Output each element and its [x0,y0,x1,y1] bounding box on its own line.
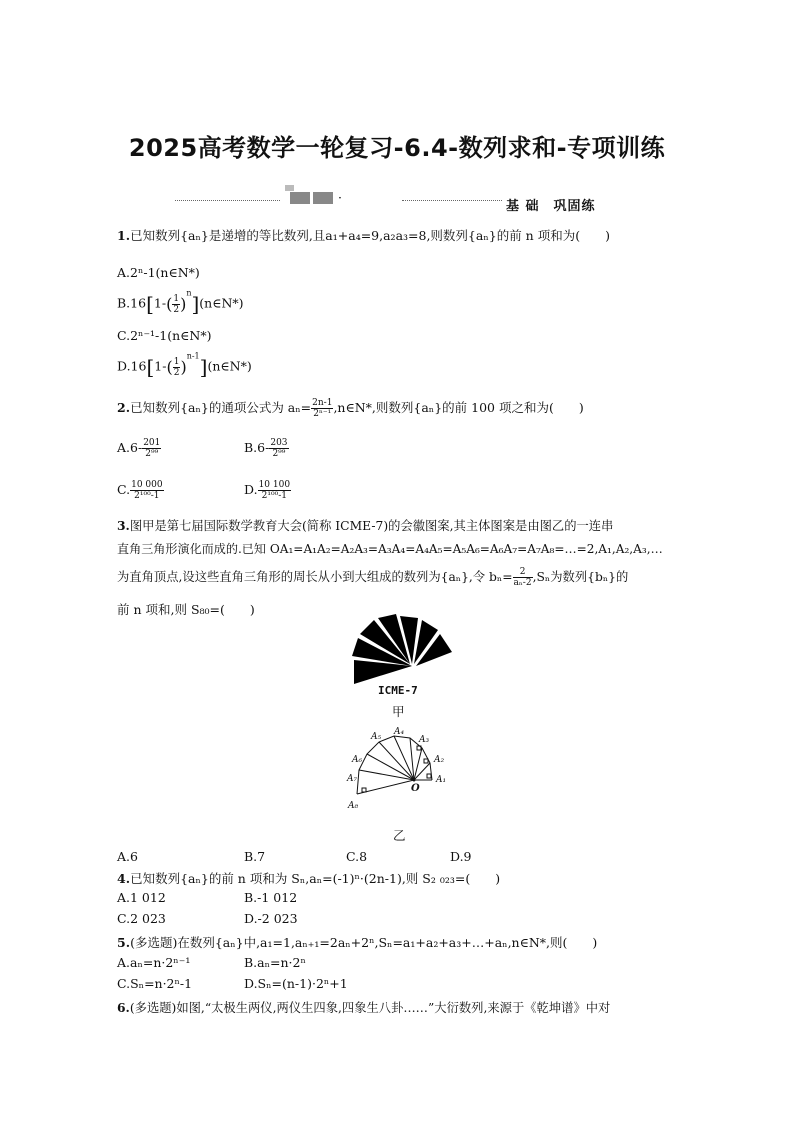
exponent: n-1 [186,351,200,361]
question-3-line-3 [117,567,628,588]
fraction-denominator: 2¹⁰⁰-1 [261,491,287,501]
question-text: ,n∈N*,则数列{aₙ}的前 100 项之和为( ) [333,400,584,415]
option-prefix: D. [244,482,258,497]
origin-point [413,779,416,782]
bracket-close: ] [199,355,208,379]
question-number: 6. [117,1000,130,1015]
option-prefix: A.6- [117,440,143,455]
question-2-stem [117,398,584,419]
fraction [130,480,164,501]
right-angle-mark [427,774,431,778]
fraction-numerator: 203 [270,438,288,448]
point-label-o: O [411,783,420,794]
fraction-denominator: 2⁹⁹ [272,449,286,459]
option-d [244,480,291,501]
fraction-numerator: 1 [173,356,180,367]
question-number: 5. [117,935,131,950]
fraction-numerator: 1 [173,293,180,304]
fraction-numerator: 10 000 [131,480,163,490]
figure-label: 甲 [392,704,405,719]
option-c: C.2 023 [117,911,166,926]
option-a: A.2ⁿ-1(n∈N*) [117,265,200,280]
option-prefix: C. [117,482,131,497]
option-suffix: (n∈N*) [207,358,252,374]
option-a: A.6 [117,849,138,864]
fraction [513,567,533,588]
option-b [244,438,289,459]
question-text: (多选题)如图,“太极生两仪,两仪生四象,四象生八卦……”大衍数列,来源于《乾坤谱》中对 [129,1001,611,1015]
question-number: 2. [117,400,131,415]
question-3-line-4: 前 n 项和,则 S₈₀=( ) [117,602,255,617]
fraction-denominator: 2 [173,304,180,315]
option-c: C.Sₙ=n·2ⁿ-1 [117,976,193,991]
option-a: A.aₙ=n·2ⁿ⁻¹ [117,955,191,970]
figure-caption: ICME-7 [378,684,418,697]
fraction [258,480,292,501]
fraction-denominator: 2¹⁰⁰-1 [134,491,160,501]
point-label-a3: A₃ [419,735,430,745]
option-prefix: D.16 [117,358,147,374]
option-prefix: B.16 [117,295,147,311]
question-text: 已知数列{aₙ}是递增的等比数列,且a₁+a₄=9,a₂a₃=8,则数列{aₙ}的前 n 项和为( ) [130,228,610,243]
fraction-numerator: 2n-1 [312,398,333,408]
paren-open: ( [166,294,173,314]
question-text: (多选题)在数列{aₙ}中,a₁=1,aₙ₊₁=2aₙ+2ⁿ,Sₙ=a₁+a₂+a₃+…+aₙ,n∈N*,则( ) [130,935,598,950]
question-number: 1. [117,228,131,243]
option-prefix: B.6- [244,440,270,455]
section-marker-block [313,192,333,204]
fraction-denominator: 2 [173,367,180,378]
point-label-a2: A₂ [434,755,445,765]
fraction-numerator: 2 [513,567,533,578]
fraction [172,294,180,315]
ray-oa5 [394,736,414,780]
section-marker-dot: · [338,190,342,205]
question-3-line-2: 直角三角形演化而成的.已知 OA₁=A₁A₂=A₂A₃=A₃A₄=A₄A₅=A₅A₆=A₆A₇=A₇A₈=…=2,A₁,A₂,A₃,… [117,542,663,556]
paren-close: ) [180,294,187,314]
option-inner: 1- [154,358,167,374]
figure-label: 乙 [393,828,406,843]
option-d: D.9 [450,849,472,864]
question-text: 已知数列{aₙ}的通项公式为 aₙ= [130,400,312,415]
question-1-stem [117,226,610,244]
section-divider-left [175,200,280,201]
fraction-denominator: aₙ-2 [513,578,532,588]
point-label-a1: A₁ [436,775,447,785]
icme-emblem-figure [340,612,460,684]
question-5-stem [117,933,597,951]
paren-close: ) [180,357,187,377]
option-b [117,288,244,316]
point-label-a4: A₄ [394,727,405,737]
option-b: B.-1 012 [244,890,298,905]
option-a: A.1 012 [117,890,166,905]
bracket-open: [ [146,355,155,379]
bracket-open: [ [146,292,154,316]
exponent: n [186,288,192,298]
option-d [117,351,252,379]
section-divider-right [402,200,502,201]
question-number: 3. [117,518,130,533]
question-text: ,Sₙ为数列{bₙ}的 [532,570,629,584]
point-label-a7: A₇ [347,774,358,784]
fraction [269,438,288,459]
question-3-line-1 [117,516,613,534]
section-marker-block [285,185,294,191]
option-d: D.Sₙ=(n-1)·2ⁿ+1 [244,976,348,991]
option-b: B.aₙ=n·2ⁿ [244,955,306,970]
fraction [311,398,333,419]
point-label-a5: A₅ [371,732,382,742]
option-a [117,438,161,459]
option-c: C.8 [346,849,368,864]
option-c [117,480,164,501]
right-angle-mark [424,759,428,763]
point-label-a6: A₆ [352,755,363,765]
bracket-close: ] [191,292,200,316]
question-text: 为直角顶点,设这些直角三角形的周长从小到大组成的数列为{aₙ},令 bₙ= [117,570,513,584]
point-label-a8: A₈ [348,801,359,811]
paren-open: ( [166,357,173,377]
question-text: 已知数列{aₙ}的前 n 项和为 Sₙ,aₙ=(-1)ⁿ·(2n-1),则 S₂ ₀₂₃=( ) [130,871,501,886]
question-text: 图甲是第七届国际数学教育大会(简称 ICME-7)的会徽图案,其主体图案是由图乙的一连串 [129,519,614,533]
option-c: C.2ⁿ⁻¹-1(n∈N*) [117,328,212,343]
section-marker-block [290,192,310,204]
fraction [142,438,161,459]
section-label: 基 础 巩固练 [506,199,596,214]
page-title: 2025高考数学一轮复习-6.4-数列求和-专项训练 [128,134,666,162]
right-angle-mark [362,788,366,792]
question-6-stem [117,998,610,1016]
fraction-numerator: 10 100 [258,480,291,490]
option-d: D.-2 023 [244,911,298,926]
question-number: 4. [117,871,131,886]
fraction-denominator: 2ⁿ⁻¹ [313,409,332,419]
option-inner: 1- [153,295,167,311]
fraction-denominator: 2⁹⁹ [145,449,159,459]
fraction-numerator: 201 [143,438,161,448]
option-suffix: (n∈N*) [199,295,244,311]
option-b: B.7 [244,849,266,864]
question-4-stem [117,869,500,887]
